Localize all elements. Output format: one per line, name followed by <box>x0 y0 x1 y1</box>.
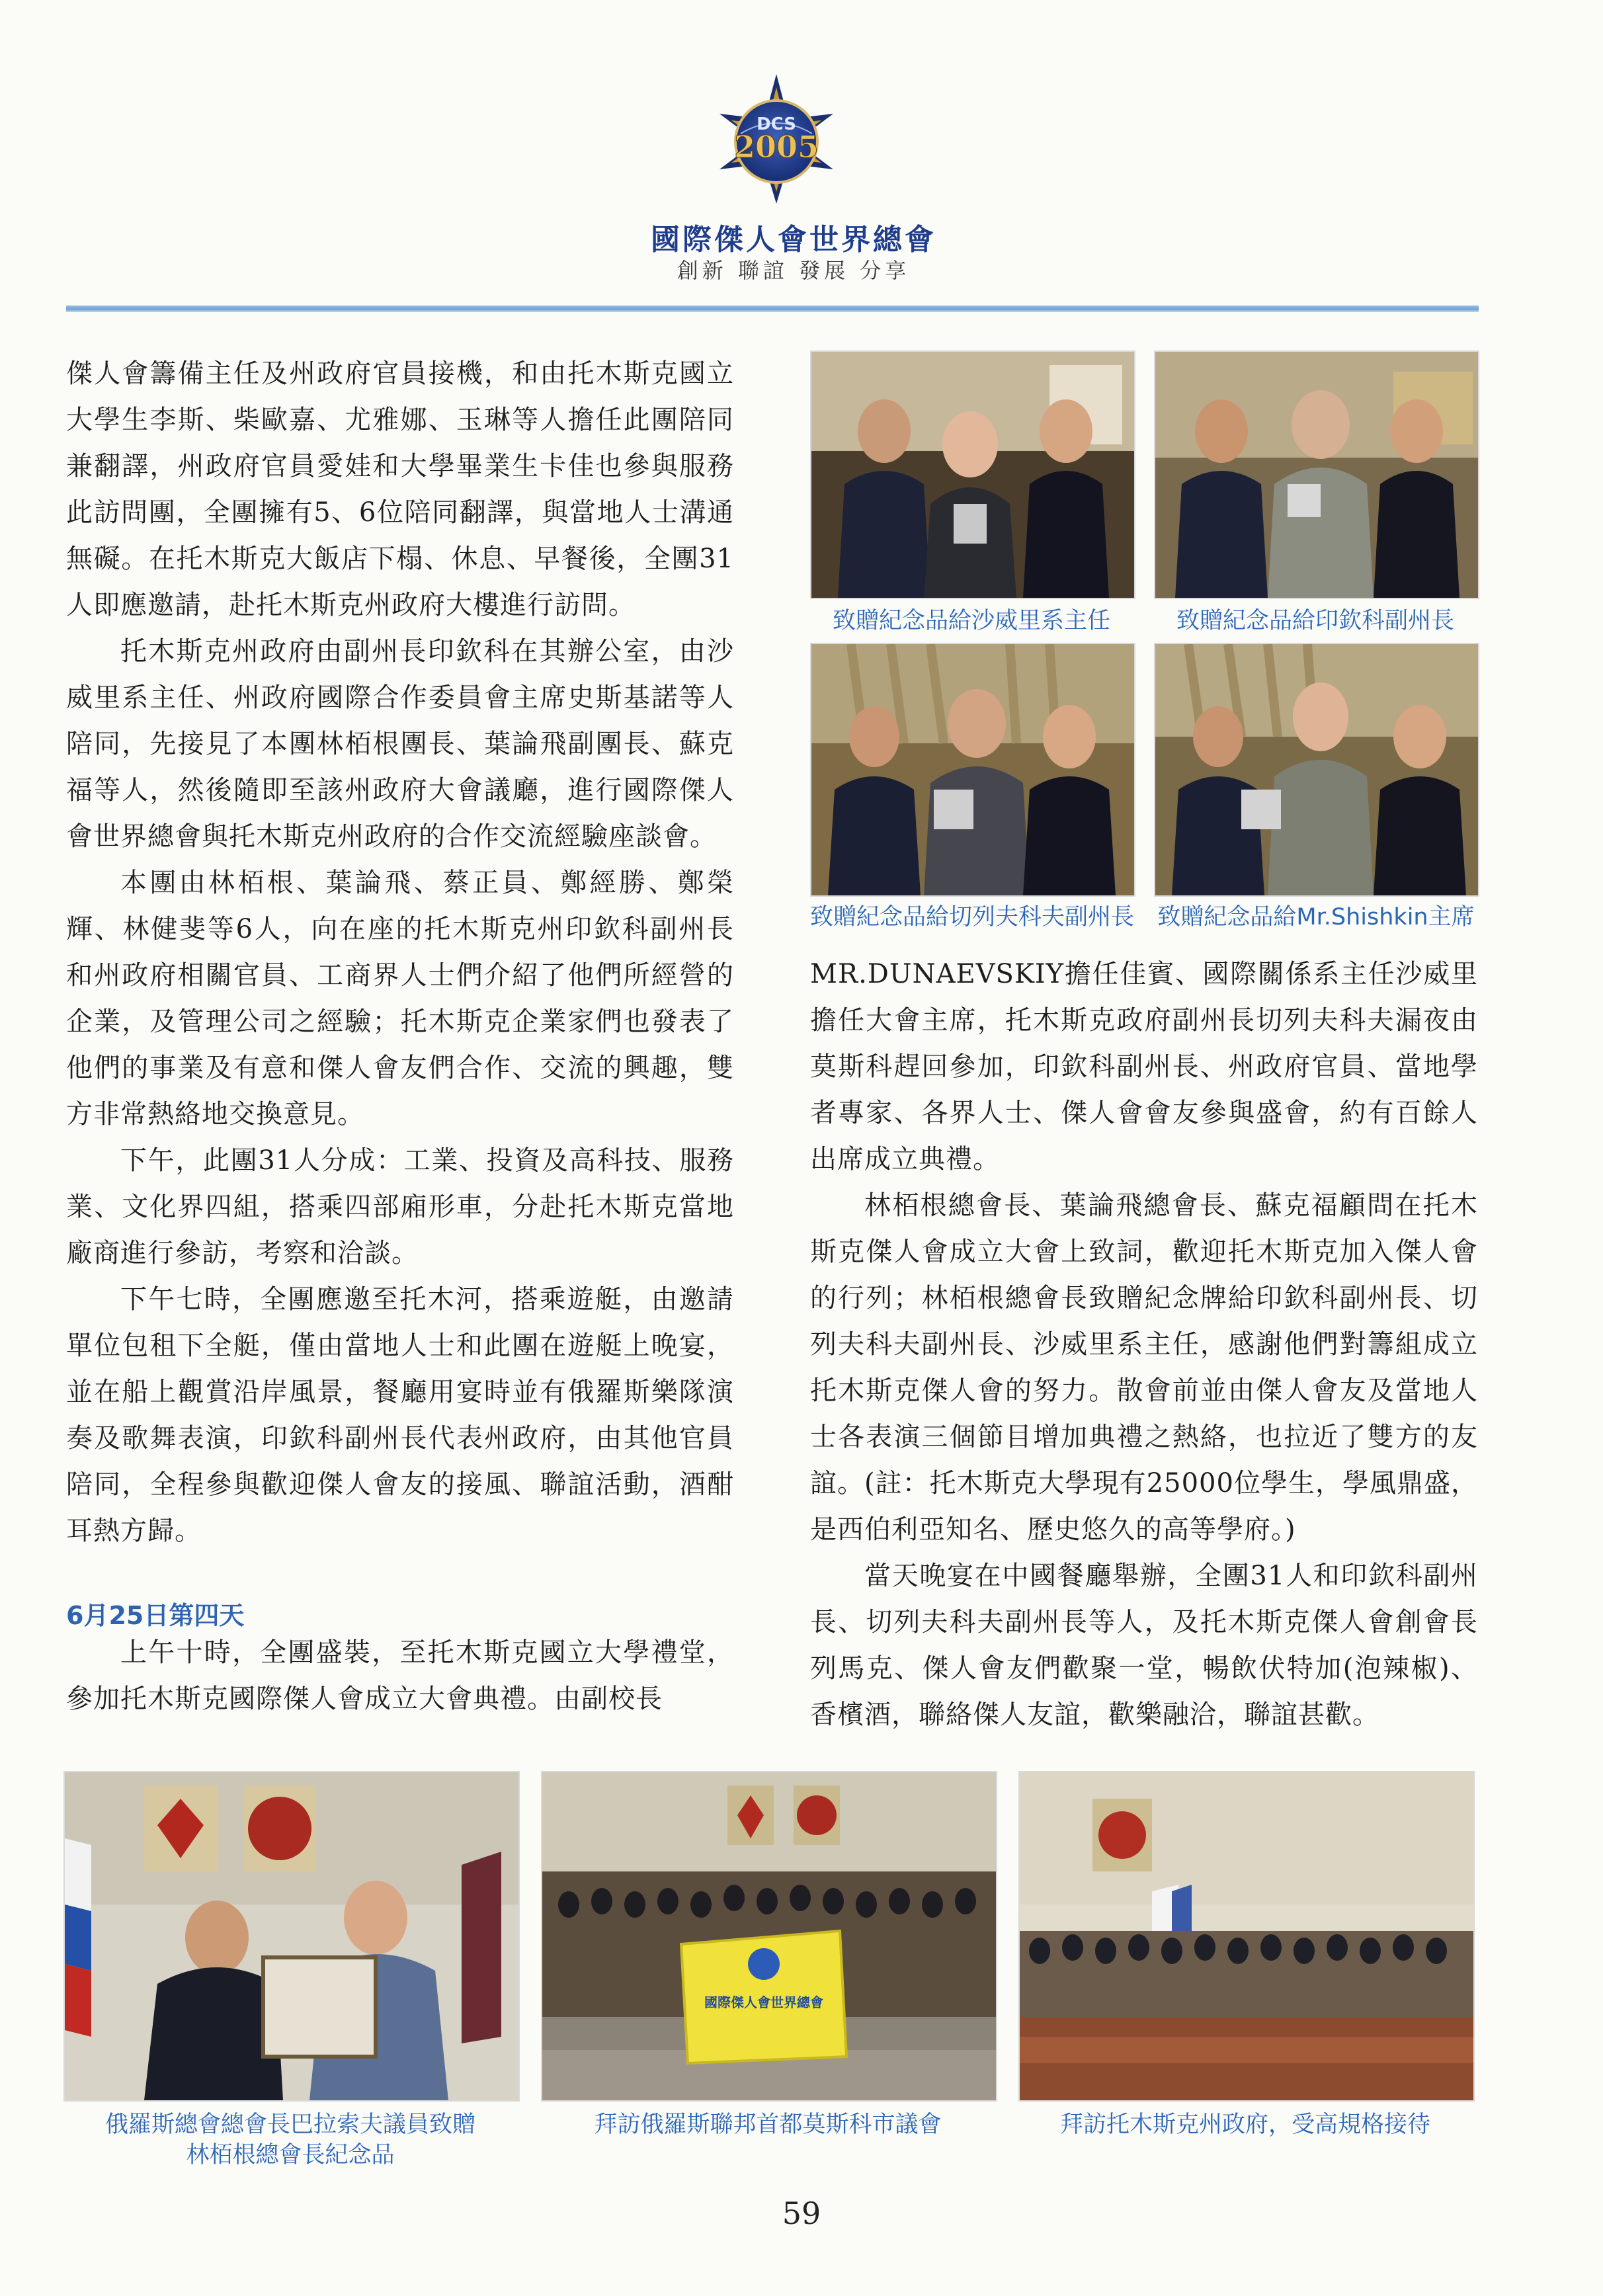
photo-gift-to-chairman-shishkin <box>1154 643 1479 897</box>
photo-tomsk-government-reception <box>1018 1771 1475 2102</box>
photo-russian-president-gift <box>63 1771 520 2102</box>
photo-gift-to-vice-governor <box>1154 350 1479 599</box>
header-divider <box>66 306 1479 312</box>
dcs-2005-logo <box>704 73 849 205</box>
photo-caption: 拜訪俄羅斯聯邦首都莫斯科市議會 <box>594 2112 942 2138</box>
paragraph: 本團由林栢根、葉論飛、蔡正員、鄭經勝、鄭榮輝、林健斐等6人，向在座的托木斯克州印欽科副州長和州政府相關官員、工商界人士們介紹了他們所經營的企業，及管理公司之經驗；托木斯克企業家們也發表了他們的事業及有意和傑人會友們合作、交流的興趣，雙方非常熱絡地交換意見。 <box>66 868 734 1129</box>
left-column <box>66 350 734 1554</box>
photo-caption: 致贈紀念品給切列夫科夫副州長 <box>810 904 1135 930</box>
paragraph: 托木斯克州政府由副州長印欽科在其辦公室，由沙威里系主任、州政府國際合作委員會主席史斯基諾等人陪同，先接見了本團林栢根團長、葉論飛副團長、蘇克福等人，然後隨即至該州政府大會議廳，進行國際傑人會世界總會與托木斯克州政府的合作交流經驗座談會。 <box>66 636 734 852</box>
paragraph: 下午，此團31人分成：工業、投資及高科技、服務業、文化界四組，搭乘四部廂形車，分赴托木斯克當地廠商進行參訪，考察和洽談。 <box>66 1145 734 1268</box>
left-column-section <box>66 1629 734 1722</box>
page-number: 59 <box>782 2195 821 2231</box>
paragraph: MR.DUNAEVSKIY擔任佳賓、國際關係系主任沙威里擔任大會主席，托木斯克政府副州長切列夫科夫漏夜由莫斯科趕回參加，印欽科副州長、州政府官員、當地學者專家、各界人士、傑人會會友參與盛會，約有百餘人出席成立典禮。 <box>810 959 1478 1174</box>
photo-caption-line: 林栢根總會長紀念品 <box>186 2142 395 2168</box>
paragraph: 上午十時，全團盛裝，至托木斯克國立大學禮堂，參加托木斯克國際傑人會成立大會典禮。由副校長 <box>66 1637 734 1714</box>
paragraph: 下午七時，全團應邀至托木河，搭乘遊艇，由邀請單位包租下全艇，僅由當地人士和此團在遊艇上晚宴，並在船上觀賞沿岸風景，餐廳用宴時並有俄羅斯樂隊演奏及歌舞表演，印欽科副州長代表州政府，由其他官員陪同，全程參與歡迎傑人會友的接風、聯誼活動，酒酣耳熱方歸。 <box>66 1284 734 1546</box>
photo-caption: 致贈紀念品給沙威里系主任 <box>832 608 1110 634</box>
organization-name: 國際傑人會世界總會 <box>651 223 936 257</box>
svg-text:2005: 2005 <box>733 129 819 165</box>
svg-text:DCS: DCS <box>757 114 796 134</box>
photo-caption <box>63 2110 517 2170</box>
right-column <box>810 951 1478 1738</box>
paragraph: 傑人會籌備主任及州政府官員接機，和由托木斯克國立大學生李斯、柴歐嘉、尤雅娜、玉琳等人擔任此團陪同兼翻譯，州政府官員愛娃和大學畢業生卡佳也參與服務此訪問團，全團擁有5、6位陪同翻譯，與當地人士溝通無礙。在托木斯克大飯店下榻、休息、早餐後，全團31人即應邀請，赴托木斯克州政府大樓進行訪問。 <box>66 358 734 620</box>
photo-gift-to-deputy-governor <box>810 643 1135 897</box>
photo-caption: 致贈紀念品給Mr.Shishkin主席 <box>1157 904 1475 930</box>
paragraph: 林栢根總會長、葉論飛總會長、蘇克福顧問在托木斯克傑人會成立大會上致詞，歡迎托木斯克加入傑人會的行列；林栢根總會長致贈紀念牌給印欽科副州長、切列夫科夫副州長、沙威里系主任，感謝他們對籌組成立托木斯克傑人會的努力。散會前並由傑人會友及當地人士各表演三個節目增加典禮之熱絡，也拉近了雙方的友誼。(註：托木斯克大學現有25000位學生，學風鼎盛，是西伯利亞知名、歷史悠久的高等學府。) <box>810 1190 1478 1545</box>
photo-caption-line: 俄羅斯總會總會長巴拉索夫議員致贈 <box>104 2112 475 2138</box>
photo-caption: 拜訪托木斯克州政府，受高規格接待 <box>1059 2112 1430 2138</box>
paragraph: 當天晚宴在中國餐廳舉辦，全團31人和印欽科副州長、切列夫科夫副州長等人，及托木斯克傑人會創會長列馬克、傑人會友們歡聚一堂，暢飲伏特加(泡辣椒)、香檳酒，聯絡傑人友誼，歡樂融洽，聯誼甚歡。 <box>810 1561 1478 1730</box>
svg-text:國際傑人會世界總會: 國際傑人會世界總會 <box>704 1994 823 2010</box>
section-heading-day-four: 6月25日第四天 <box>66 1601 245 1630</box>
photo-caption: 致贈紀念品給印欽科副州長 <box>1176 608 1454 634</box>
organization-motto: 創新 聯誼 發展 分享 <box>677 258 911 283</box>
photo-gift-to-director <box>810 350 1135 599</box>
photo-moscow-city-council <box>541 1771 997 2102</box>
